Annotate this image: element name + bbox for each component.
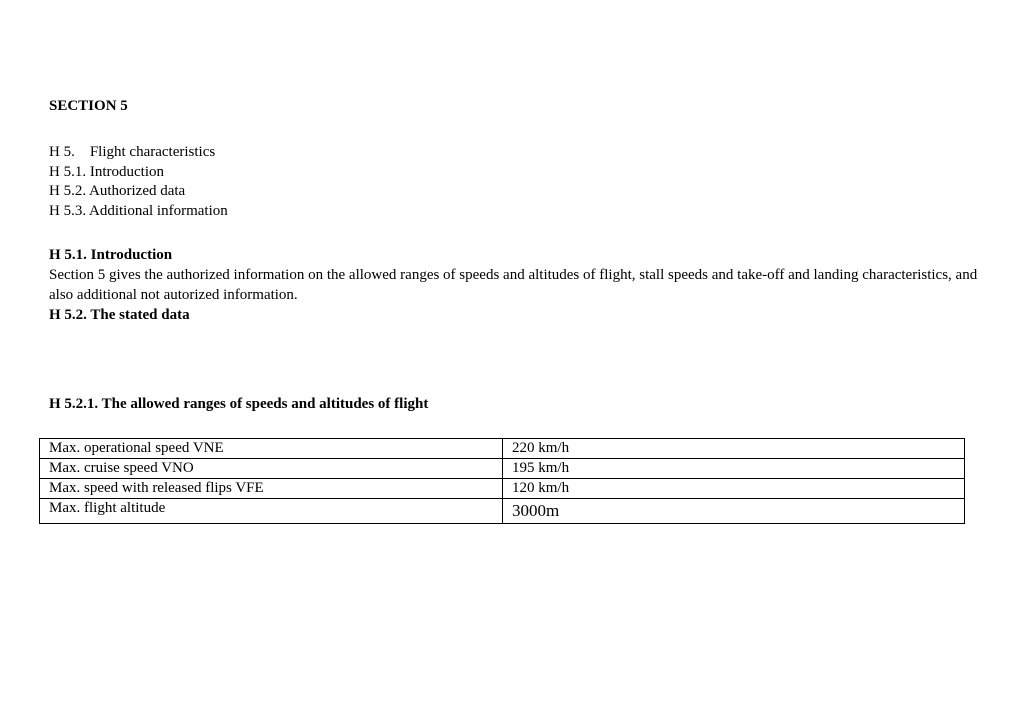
table-row xyxy=(40,439,965,459)
toc-item-authorized-data: H 5.2. Authorized data xyxy=(49,183,186,200)
speed-limits-table xyxy=(39,438,965,524)
toc-item-flight-characteristics: H 5. Flight characteristics xyxy=(49,144,216,160)
row-value: 120 km/h xyxy=(503,479,965,499)
table-row xyxy=(40,459,965,479)
toc-item-additional-information: H 5.3. Additional information xyxy=(49,203,228,220)
table-row xyxy=(40,479,965,499)
toc-item-introduction: H 5.1. Introduction xyxy=(49,163,164,180)
row-label: Max. speed with released flips VFE xyxy=(40,479,503,499)
row-value: 3000m xyxy=(503,499,965,524)
table-row xyxy=(40,499,965,524)
introduction-heading: H 5.1. Introduction xyxy=(49,247,173,263)
row-value: 195 km/h xyxy=(503,459,965,479)
row-label: Max. cruise speed VNO xyxy=(40,459,503,479)
introduction-body: Section 5 gives the authorized information on the allowed ranges of speeds and altitudes of flight, stall speeds and take-off and landing characteristics, and also additional not autorized information. xyxy=(49,267,978,303)
row-label: Max. flight altitude xyxy=(40,499,503,524)
row-value: 220 km/h xyxy=(503,439,965,459)
introduction-section xyxy=(49,245,989,325)
table-of-contents xyxy=(49,143,228,222)
section-title: SECTION 5 xyxy=(49,98,128,114)
speed-ranges-heading: H 5.2.1. The allowed ranges of speeds and altitudes of flight xyxy=(49,396,429,412)
row-label: Max. operational speed VNE xyxy=(40,439,503,459)
stated-data-heading: H 5.2. The stated data xyxy=(49,307,190,323)
